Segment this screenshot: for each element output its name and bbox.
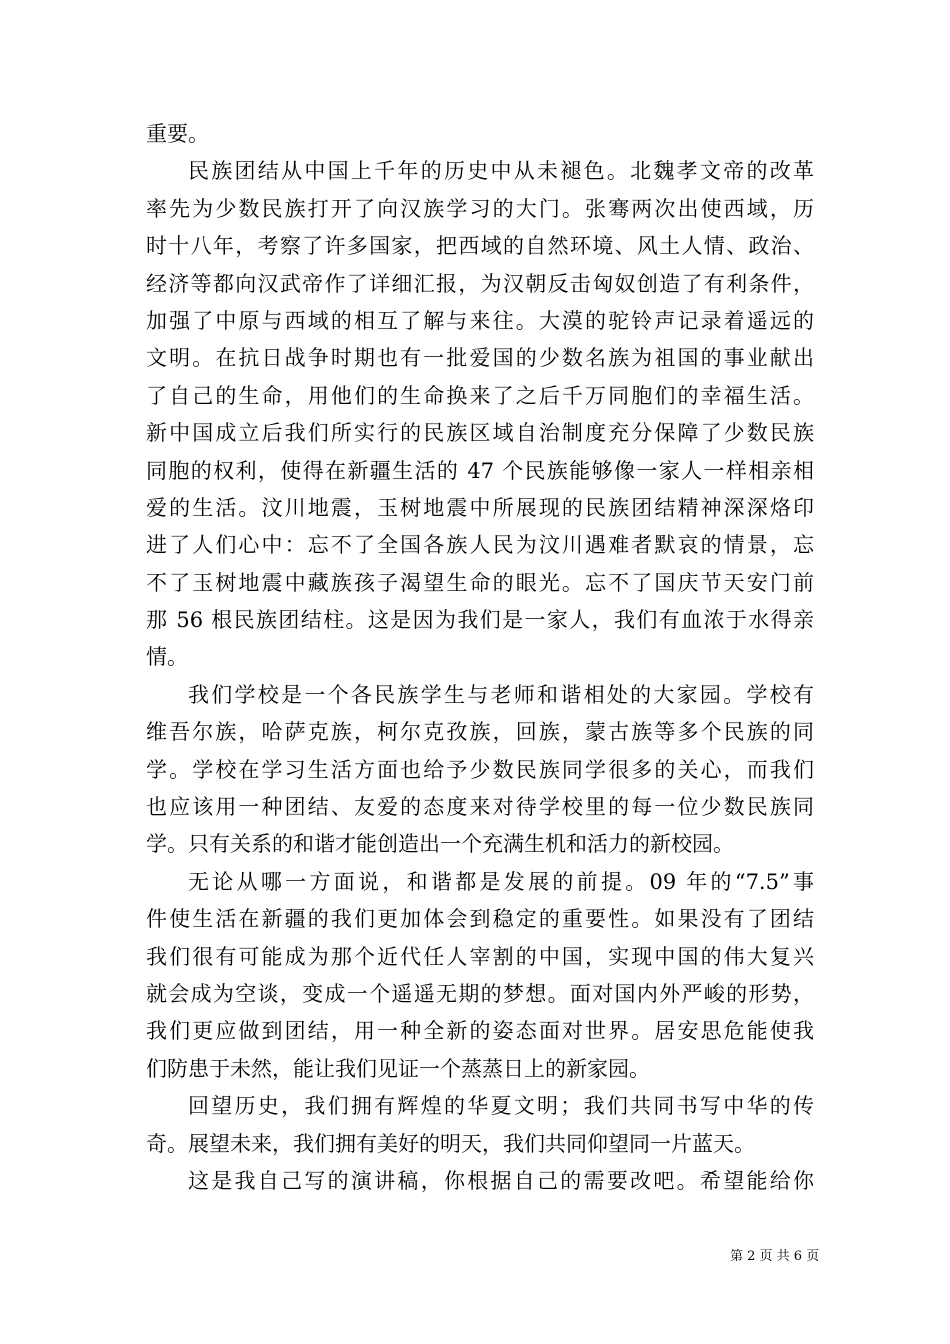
text-line: 文明。在抗日战争时期也有一批爱国的少数名族为祖国的事业献出 [146,346,814,371]
text-line: 情。 [146,645,188,670]
text-line: 同胞的权利，使得在新疆生活的 47 个民族能够像一家人一样相亲相 [146,458,814,483]
text-line: 了自己的生命，用他们的生命换来了之后千万同胞们的幸福生活。 [146,383,814,408]
page-number-footer: 第 2 页 共 6 页 [730,1249,820,1264]
text-line: 奇。展望未来，我们拥有美好的明天，我们共同仰望同一片蓝天。 [146,1131,755,1156]
text-line: 进了人们心中：忘不了全国各族人民为汶川遇难者默哀的情景，忘 [146,533,814,558]
text-line: 们防患于未然，能让我们见证一个蒸蒸日上的新家园。 [146,1056,650,1081]
text-line: 加强了中原与西域的相互了解与来往。大漠的驼铃声记录着遥远的 [146,308,814,333]
text-line: 我们学校是一个各民族学生与老师和谐相处的大家园。学校有 [188,682,814,707]
text-line: 新中国成立后我们所实行的民族区域自治制度充分保障了少数民族 [146,421,814,446]
text-line: 率先为少数民族打开了向汉族学习的大门。张骞两次出使西域，历 [146,196,814,221]
text-line: 经济等都向汉武帝作了详细汇报，为汉朝反击匈奴创造了有利条件， [146,271,814,296]
text-line: 爱的生活。汶川地震，玉树地震中所展现的民族团结精神深深烙印 [146,495,814,520]
text-line: 时十八年，考察了许多国家，把西域的自然环境、风土人情、政治、 [146,234,814,259]
text-line: 就会成为空谈，变成一个遥遥无期的梦想。面对国内外严峻的形势， [146,981,814,1006]
text-line: 无论从哪一方面说，和谐都是发展的前提。09 年的“7.5”事 [188,869,814,894]
text-line: 学。只有关系的和谐才能创造出一个充满生机和活力的新校园。 [146,832,734,857]
document-body [146,116,814,1200]
text-line: 也应该用一种团结、友爱的态度来对待学校里的每一位少数民族同 [146,795,814,820]
text-line: 民族团结从中国上千年的历史中从未褪色。北魏孝文帝的改革 [188,159,814,184]
text-line: 我们更应做到团结，用一种全新的姿态面对世界。居安思危能使我 [146,1019,814,1044]
text-line: 维吾尔族，哈萨克族，柯尔克孜族，回族，蒙古族等多个民族的同 [146,720,814,745]
text-line: 那 56 根民族团结柱。这是因为我们是一家人，我们有血浓于水得亲 [146,608,814,633]
text-line: 件使生活在新疆的我们更加体会到稳定的重要性。如果没有了团结 [146,907,814,932]
text-line: 我们很有可能成为那个近代任人宰割的中国，实现中国的伟大复兴 [146,944,814,969]
text-line: 重要。 [146,122,209,146]
text-line: 不了玉树地震中藏族孩子渴望生命的眼光。忘不了国庆节天安门前 [146,570,814,595]
text-line: 这是我自己写的演讲稿，你根据自己的需要改吧。希望能给你 [188,1168,814,1193]
text-line: 学。学校在学习生活方面也给予少数民族同学很多的关心，而我们 [146,757,814,782]
text-line: 回望历史，我们拥有辉煌的华夏文明；我们共同书写中华的传 [188,1094,814,1119]
